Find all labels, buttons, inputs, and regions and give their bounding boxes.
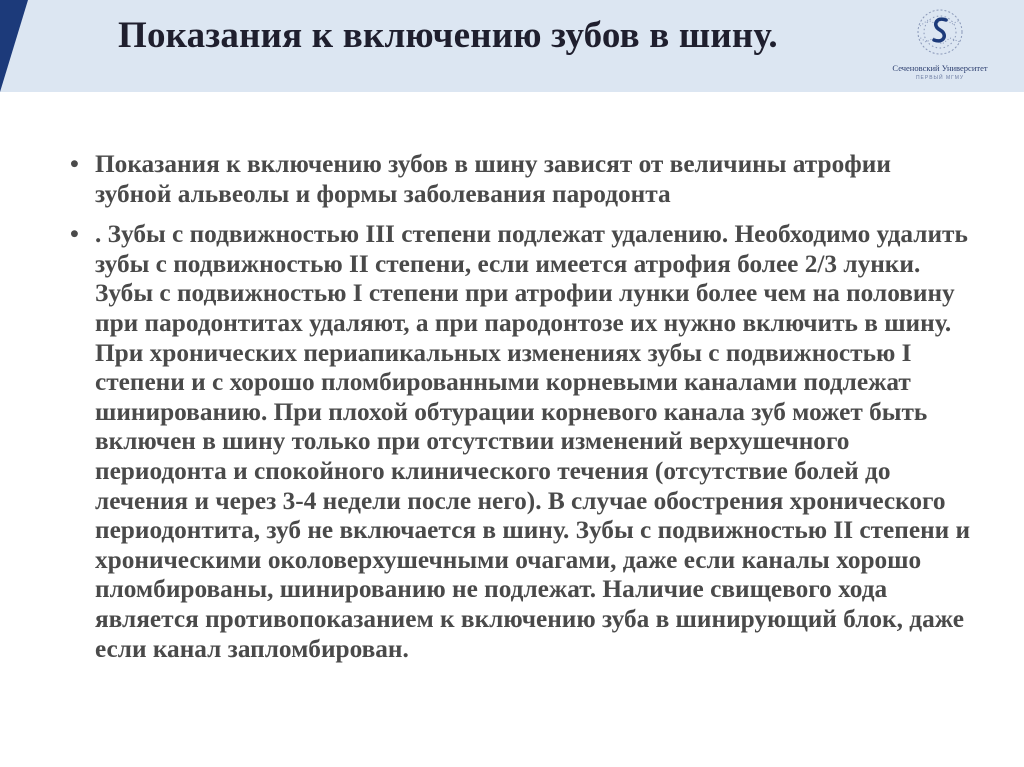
- bullet-marker: •: [70, 220, 79, 249]
- bullet-item: [68, 150, 973, 209]
- bullet-text: Показания к включению зубов в шину зависят от величины атрофии зубной альвеолы и формы заболевания пародонта: [95, 150, 891, 208]
- bullet-marker: •: [70, 150, 79, 178]
- logo-emblem-icon: [880, 6, 1000, 62]
- bullet-text: . Зубы с подвижностью III степени подлежат удалению. Необходимо удалить зубы с подвижностью II степени, если имеется атрофия более 2/3 лунки. Зубы с подвижностью I степени при атрофии лунки более чем на половину при пародонтитах удаляют, а при пародонтозе их нужно включить в шину. При хронических периапикальных изменениях зубы с подвижностью I степени и с хорошо пломбированными корневыми каналами подлежат шинированию. При плохой обтурации корневого канала зуб может быть включен в шину только при отсутствии изменений верхушечного периодонта и спокойного клинического течения (отсутствие болей до лечения и через 3-4 недели после него). В случае обострения хронического периодонтита, зуб не включается в шину. Зубы с подвижностью II степени и хроническими околоверхушечными очагами, даже если каналы хорошо пломбированы, шинированию не подлежат. Наличие свищевого хода является противопоказанием к включению зуба в шинирующий блок, даже если канал запломбирован.: [95, 220, 971, 663]
- corner-accent-shape: [0, 0, 28, 92]
- bullet-item: [68, 220, 973, 664]
- university-logo: [880, 6, 1000, 86]
- logo-subtitle: ПЕРВЫЙ МГМУ: [915, 75, 965, 81]
- logo-university-name: Сеченовский Университет: [892, 63, 988, 73]
- slide-title: Показания к включению зубов в шину.: [118, 15, 778, 56]
- slide-body: [68, 150, 973, 664]
- slide-header: [0, 0, 1024, 92]
